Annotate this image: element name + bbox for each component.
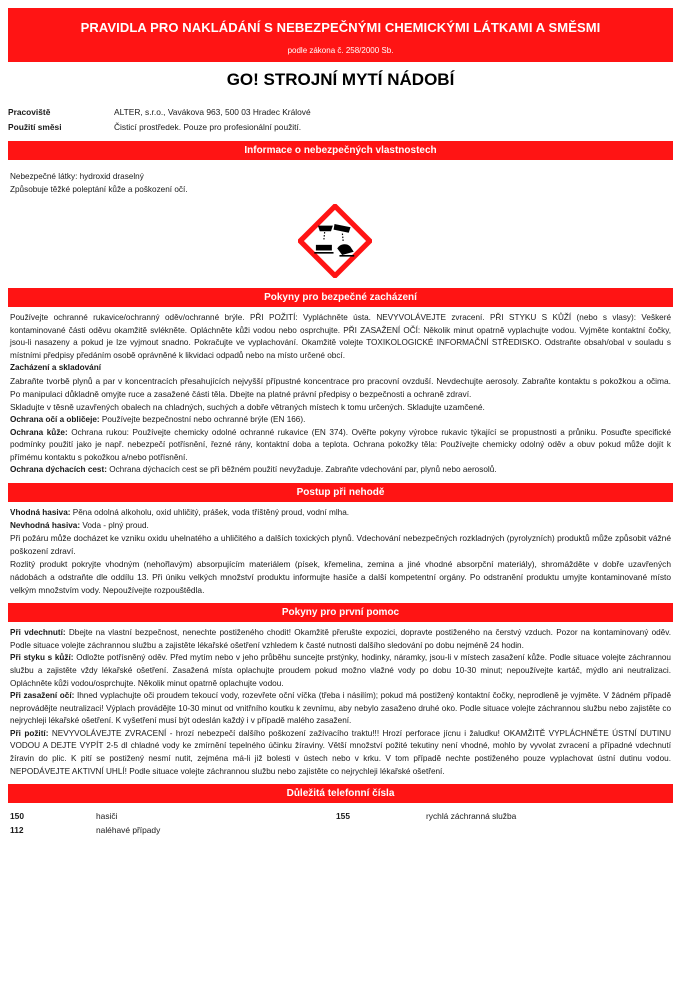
product-name: GO! STROJNÍ MYTÍ NÁDOBÍ (226, 70, 455, 89)
ingestion-text: NEVYVOLÁVEJTE ZVRACENÍ - hrozí nebezpečí dalšího poškození zažívacího traktu!!! Hrozí perforace jícnu i žaludku! OKAMŽITĚ VYPLÁCHNĚTE ÚSTNÍ DUTINU VODOU A DEJTE VYPÍT 2-5 dl chladné vody ke zmírnění tepelného účinku žíraviny. Větší množství požité tekutiny není vhodné, mohlo by vyvolat zvracení a případné vdechnutí žíravin do plic. K pití se postižený nesmí nutit, zejména má-li již bolesti v ústech nebo v krku. V tom případě nechte postiženého pouze vyplachovat ústní dutinu vodou. NEPODÁVEJTE AKTIVNÍ UHLÍ! Podle situace volejte záchrannou službu nebo zajistěte co nejrychleji lékařské ošetření. (10, 728, 672, 776)
skin-protection-text: Ochrana rukou: Používejte chemicky odolné ochranné rukavice (EN 374). Ověřte pokyny výrobce rukavic týkající se propustnosti a průniku. Posuďte specifické podmínky použití jako je např. nebezpečí potřísnění, řezné rány, kontaktní doba a teplota. Ochrana pokožky těla: Používejte chemicky odolný oděv a obuv pokud může dojít k přímému kontaktu s pokožkou a/nebo potřísnění. (10, 427, 671, 462)
hazard-substances: Nebezpečné látky: hydroxid draselný (10, 172, 144, 181)
spill-text: Rozlitý produkt pokryjte vhodným (nehořlavým) absorpujícím materiálem (písek, křemelina, zemina a jiné vhodné absorpční materiály), shromážděte v dobře uzavřených nádobách a odstraňte dle oddílu 13. Při úniku velkých množství produktu informujte hasiče a další kompetentní orgány. Po odstranění produktu umyjte kontaminované místo velkým množstvím vody. Nepoužívejte rozpouštědla. (10, 559, 671, 596)
storage-heading: Zacházení a skladování (10, 363, 102, 373)
eye-protection-label: Ochrana očí a obličeje: (10, 414, 100, 424)
hazard-heading: Informace o nebezpečných vlastnostech (8, 141, 673, 160)
eye-contact-label: Při zasažení očí: (10, 691, 75, 701)
suitable-extinguishers (10, 507, 671, 520)
workplace-label: Pracoviště (8, 107, 51, 117)
document-subtitle: podle zákona č. 258/2000 Sb. (287, 46, 394, 55)
inhalation-label: Při vdechnutí: (10, 628, 66, 638)
first-aid-eyes (10, 690, 671, 728)
safe-handling-heading: Pokyny pro bezpečné zacházení (8, 288, 673, 307)
accident-heading: Postup při nehodě (8, 483, 673, 502)
respiratory-protection (10, 464, 671, 477)
hazard-statement: Způsobuje těžké poleptání kůže a poškození očí. (10, 184, 188, 194)
precaution-text: Používejte ochranné rukavice/ochranný oděv/ochranné brýle. PŘI POŽITÍ: Vypláchněte ústa. NEVYVOLÁVEJTE zvracení. PŘI STYKU S KŮŽÍ (nebo s vlasy): Veškeré kontaminované části oděvu okamžitě svlékněte. Opláchněte kůži vodou nebo osprchujte. PŘI ZASAŽENÍ OČÍ: Několik minut opatrně vyplachujte vodou. Vyjměte kontaktní čočky, jsou-li nasazeny a pokud je lze vyjmout snadno. Pokračujte ve vyplachování. Okamžitě volejte TOXIKOLOGICKÉ INFORMAČNÍ STŘEDISKO. Odstraňte obsah/obal v souladu s místními předpisy předáním osobě oprávněné k likvidaci odpadů nebo na místo určené obcí. (10, 313, 671, 360)
first-aid-ingestion (10, 728, 671, 778)
first-aid-section (8, 622, 673, 778)
unsuitable-extinguishers (10, 520, 671, 533)
suitable-label: Vhodná hasiva: (10, 507, 71, 517)
accident-section (8, 502, 673, 597)
workplace-value: ALTER, s.r.o., Vavákova 963, 500 03 Hradec Králové (114, 107, 311, 117)
skin-protection-label: Ochrana kůže: (10, 427, 68, 437)
info-row-usage (8, 120, 673, 135)
phone-row (10, 823, 671, 837)
phones-heading: Důležitá telefonní čísla (8, 784, 673, 803)
inhalation-text: Dbejte na vlastní bezpečnost, nenechte postiženého chodit! Okamžitě přerušte expozici, dopravte postiženého na čerstvý vzduch. Pozor na kontaminovaný oděv. Podle situace volejte záchrannou službu a zajistěte lékařské ošetření vzhledem k časté nutnosti dalšího sledování po dobu nejméně 24 hodin. (10, 628, 671, 650)
eye-protection (10, 414, 671, 427)
hazard-section (8, 160, 673, 282)
eye-contact-text: Ihned vyplachujte oči proudem tekoucí vody, rozevřete oční víčka (třeba i násilím); pokud má postižený kontaktní čočky, neprodleně je vyjměte. V žádném případě neprovádějte neutralizaci! Výplach provádějte 10-30 minut od vnitřního koutku k zevnímu, aby nebylo zasaženo druhé oko. Podle situace volejte záchrannou službu nebo zajistěte co nejrychleji lékařské ošetření. K vyšetření musí být odeslán každý i v případě malého zasažení. (10, 691, 671, 726)
phone-number-fire: 150 (10, 811, 24, 822)
eye-protection-text: Používejte bezpečnostní nebo ochranné brýle (EN 166). (99, 414, 306, 424)
phone-label-fire: hasiči (96, 811, 118, 822)
storage-text: Skladujte v těsně uzavřených obalech na chladných, suchých a dobře větraných místech k tomu určených. Skladujte uzamčené. (10, 401, 485, 412)
handling-text: Zabraňte tvorbě plynů a par v koncentracích přesahujících nejvyšší přípustné koncentrace pro pracovní ovzduší. Nevdechujte aerosoly. Zabraňte kontaktu s pokožkou a očima. Po manipulaci důkladně omyjte ruce a zasažené části těla. Dbejte na platné právní předpisy o bezpečnosti a ochraně zdraví. (10, 375, 671, 399)
skin-protection (10, 427, 671, 465)
ingestion-label: Při požití: (10, 728, 49, 738)
safety-sheet (8, 8, 673, 837)
suitable-text: Pěna odolná alkoholu, oxid uhličitý, prášek, voda tříštěný proud, vodní mlha. (70, 507, 350, 517)
phones-section (8, 803, 673, 837)
fire-hazard-text: Při požáru může docházet ke vzniku oxidu uhelnatého a uhličitého a dalších toxických plynů. Vdechování nebezpečných rozkladných (pyrolyzních) produktů může způsobit vážné poškození zdraví. (10, 533, 671, 557)
phone-label-ambulance: rychlá záchranná služba (426, 811, 517, 822)
unsuitable-text: Voda - plný proud. (80, 520, 149, 530)
ghs05-corrosion-icon (298, 204, 372, 278)
first-aid-inhalation (10, 627, 671, 652)
phone-number-emergency: 112 (10, 825, 24, 836)
phone-number-ambulance: 155 (336, 811, 350, 822)
info-row-workplace (8, 105, 673, 120)
phone-label-emergency: naléhavé případy (96, 825, 161, 836)
document-title: PRAVIDLA PRO NAKLÁDÁNÍ S NEBEZPEČNÝMI CHEMICKÝMI LÁTKAMI A SMĚSMI (80, 20, 601, 35)
first-aid-skin (10, 652, 671, 690)
safe-handling-section (8, 307, 673, 477)
usage-label: Použití směsi (8, 122, 62, 132)
info-table (8, 105, 673, 135)
header-banner (8, 8, 673, 62)
skin-contact-text: Odložte potřísněný oděv. Před mytím nebo v jeho průběhu suncejte prstýnky, hodinky, náramky, jsou-li v místech zasažení kůže. Podle situace volejte záchrannou službu a zajistěte vždy lékařské ošetření. Zasažená místa oplachujte proudem pokud možno vlažné vody po dobu 10-30 minut; nepoužívejte kartáč, mýdlo ani neutralizaci. Opláchněte kůži vodou/osprchujte. Několik minut opatrně oplachujte vodou. (10, 653, 671, 688)
respiratory-protection-text: Ochrana dýchacích cest se při běžném použití nevyžaduje. Zabraňte vdechování par, plynů nebo aerosolů. (106, 465, 497, 475)
unsuitable-label: Nevhodná hasiva: (10, 520, 81, 530)
phone-row (10, 809, 671, 823)
first-aid-heading: Pokyny pro první pomoc (8, 603, 673, 622)
usage-value: Čisticí prostředek. Pouze pro profesionální použití. (114, 122, 302, 132)
respiratory-protection-label: Ochrana dýchacích cest: (10, 465, 107, 475)
skin-contact-label: Při styku s kůží: (10, 653, 74, 663)
